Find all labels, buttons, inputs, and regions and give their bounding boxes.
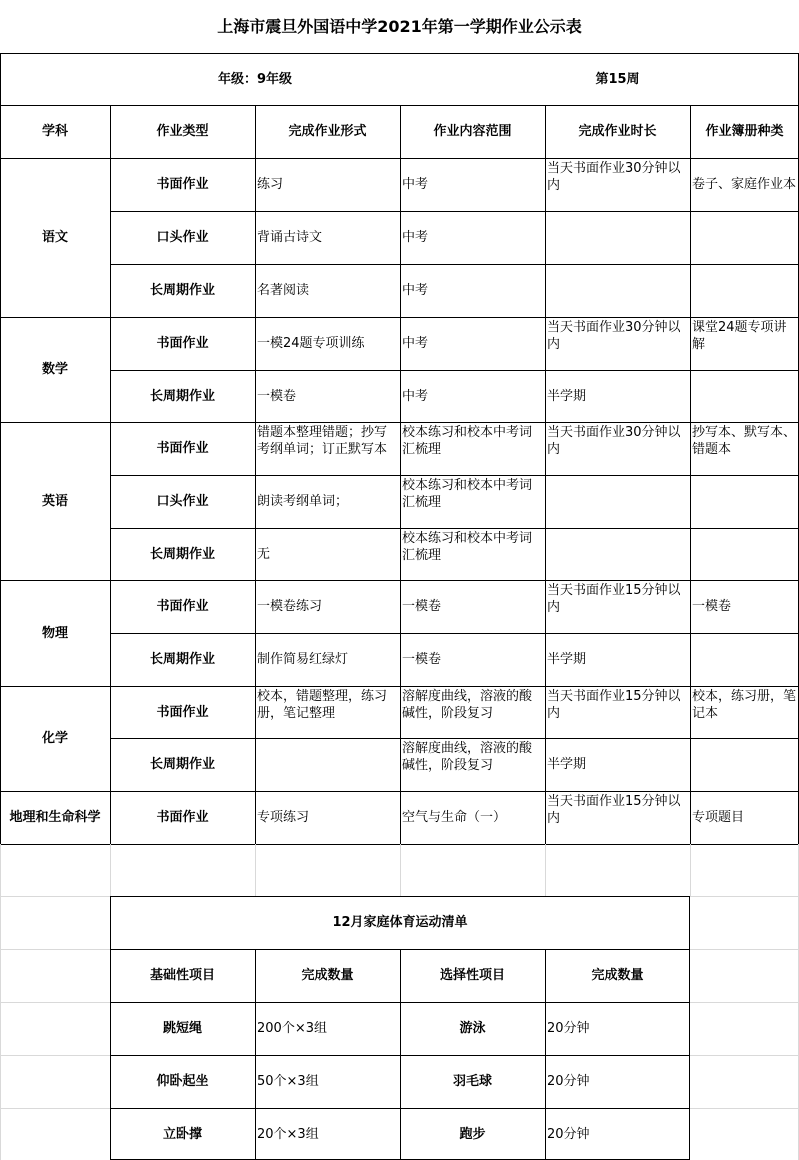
- sports-header-optional: 选择性项目: [439, 968, 505, 983]
- sports-basic-qty: 50个×3组: [257, 1074, 319, 1089]
- homework-scope: 溶解度曲线，溶液的酸碱性，阶段复习: [402, 689, 533, 721]
- sports-title: 12月家庭体育运动清单: [332, 915, 468, 930]
- subject-physics: 物理: [41, 625, 68, 641]
- homework-duration: 半学期: [547, 757, 587, 772]
- homework-duration: [545, 528, 690, 580]
- homework-books: [690, 264, 799, 317]
- sports-basic-item: 立卧撑: [162, 1126, 202, 1142]
- homework-duration: [545, 264, 690, 317]
- homework-form: 一模24题专项训练: [257, 336, 365, 351]
- homework-scope: 中考: [402, 230, 429, 245]
- homework-type: 长周期作业: [149, 283, 215, 298]
- homework-form: 练习: [257, 177, 284, 192]
- sports-basic-qty: 200个×3组: [257, 1021, 327, 1036]
- homework-form: 校本，错题整理，练习册，笔记整理: [257, 689, 388, 721]
- homework-books: 课堂24题专项讲解: [692, 320, 787, 352]
- subject-chemistry: 化学: [41, 731, 68, 746]
- sports-optional-item: 跑步: [459, 1126, 486, 1142]
- week-label: 第15周: [595, 71, 640, 87]
- homework-books: [690, 211, 799, 264]
- homework-books: 抄写本、默写本、错题本: [692, 425, 797, 457]
- sports-basic-item: 仰卧起坐: [156, 1074, 209, 1089]
- header-form: 完成作业形式: [288, 124, 367, 139]
- homework-type: 长周期作业: [149, 546, 215, 562]
- sports-header-basic-qty: 完成数量: [301, 968, 354, 983]
- sports-header-basic: 基础性项目: [149, 968, 215, 983]
- homework-duration: [545, 475, 690, 528]
- homework-type: 长周期作业: [149, 652, 215, 667]
- homework-books: [690, 738, 799, 791]
- header-type: 作业类型: [156, 124, 209, 139]
- homework-type: 书面作业: [156, 810, 209, 825]
- homework-books: 卷子、家庭作业本: [692, 177, 797, 192]
- homework-books: [690, 633, 799, 686]
- homework-duration: 半学期: [547, 652, 587, 667]
- homework-form: 名著阅读: [257, 283, 310, 298]
- grade-label: 年级：9年级: [217, 71, 293, 87]
- homework-type: 书面作业: [156, 441, 209, 456]
- homework-scope: 校本练习和校本中考词汇梳理: [402, 425, 533, 457]
- homework-scope: 中考: [402, 283, 429, 298]
- homework-form: 制作简易红绿灯: [257, 652, 349, 667]
- homework-books: 专项题目: [692, 810, 745, 825]
- header-books: 作业簿册种类: [705, 124, 784, 139]
- homework-form: 错题本整理错题；抄写考纲单词；订正默写本: [257, 425, 388, 457]
- homework-form: 无: [257, 546, 271, 562]
- homework-form: [255, 738, 400, 791]
- homework-duration: [545, 211, 690, 264]
- homework-books: [690, 475, 799, 528]
- sports-basic-item: 跳短绳: [162, 1021, 202, 1036]
- homework-scope: 空气与生命（一）: [402, 810, 507, 825]
- homework-form: 专项练习: [257, 810, 310, 825]
- sports-basic-qty: 20个×3组: [257, 1126, 319, 1142]
- homework-form: 朗读考纲单词；: [257, 494, 349, 509]
- homework-books: 一模卷: [692, 599, 732, 614]
- homework-duration: 半学期: [547, 388, 587, 404]
- homework-type: 口头作业: [156, 494, 209, 509]
- homework-type: 书面作业: [156, 704, 209, 720]
- homework-duration: 当天书面作业15分钟以内: [547, 794, 681, 826]
- homework-type: 书面作业: [156, 599, 209, 614]
- homework-scope: 校本练习和校本中考词汇梳理: [402, 478, 533, 510]
- homework-books: [690, 528, 799, 580]
- homework-duration: 当天书面作业15分钟以内: [547, 583, 681, 615]
- homework-scope: 溶解度曲线，溶液的酸碱性，阶段复习: [402, 741, 533, 773]
- homework-books: 校本，练习册，笔记本: [692, 689, 797, 721]
- homework-form: 一模卷练习: [257, 599, 323, 614]
- homework-duration: 当天书面作业15分钟以内: [547, 689, 681, 721]
- homework-type: 长周期作业: [149, 388, 215, 404]
- header-scope: 作业内容范围: [433, 124, 512, 139]
- homework-books: [690, 370, 799, 422]
- sports-optional-item: 羽毛球: [452, 1074, 492, 1089]
- homework-type: 长周期作业: [149, 757, 215, 772]
- homework-type: 书面作业: [156, 177, 209, 192]
- subject-math: 数学: [41, 362, 68, 377]
- homework-scope: 校本练习和校本中考词汇梳理: [402, 531, 533, 563]
- header-duration: 完成作业时长: [578, 124, 657, 139]
- subject-english: 英语: [41, 493, 68, 509]
- homework-scope: 中考: [402, 388, 429, 404]
- sports-header-optional-qty: 完成数量: [591, 968, 644, 983]
- header-subject: 学科: [41, 124, 68, 139]
- homework-scope: 中考: [402, 336, 429, 351]
- homework-scope: 一模卷: [402, 599, 442, 614]
- homework-scope: 一模卷: [402, 652, 442, 667]
- homework-type: 口头作业: [156, 230, 209, 245]
- homework-form: 一模卷: [257, 388, 297, 404]
- page-title: 上海市震旦外国语中学2021年第一学期作业公示表: [217, 17, 582, 36]
- homework-scope: 中考: [402, 177, 429, 192]
- sports-optional-item: 游泳: [459, 1021, 486, 1036]
- sports-optional-qty: 20分钟: [547, 1126, 590, 1142]
- sports-optional-qty: 20分钟: [547, 1074, 590, 1089]
- homework-type: 书面作业: [156, 336, 209, 351]
- homework-form: 背诵古诗文: [257, 230, 323, 245]
- sports-optional-qty: 20分钟: [547, 1021, 590, 1036]
- homework-duration: 当天书面作业30分钟以内: [547, 161, 681, 193]
- subject-chinese: 语文: [41, 230, 68, 245]
- homework-duration: 当天书面作业30分钟以内: [547, 320, 681, 352]
- subject-geo-bio: 地理和生命科学: [9, 810, 101, 825]
- homework-duration: 当天书面作业30分钟以内: [547, 425, 681, 457]
